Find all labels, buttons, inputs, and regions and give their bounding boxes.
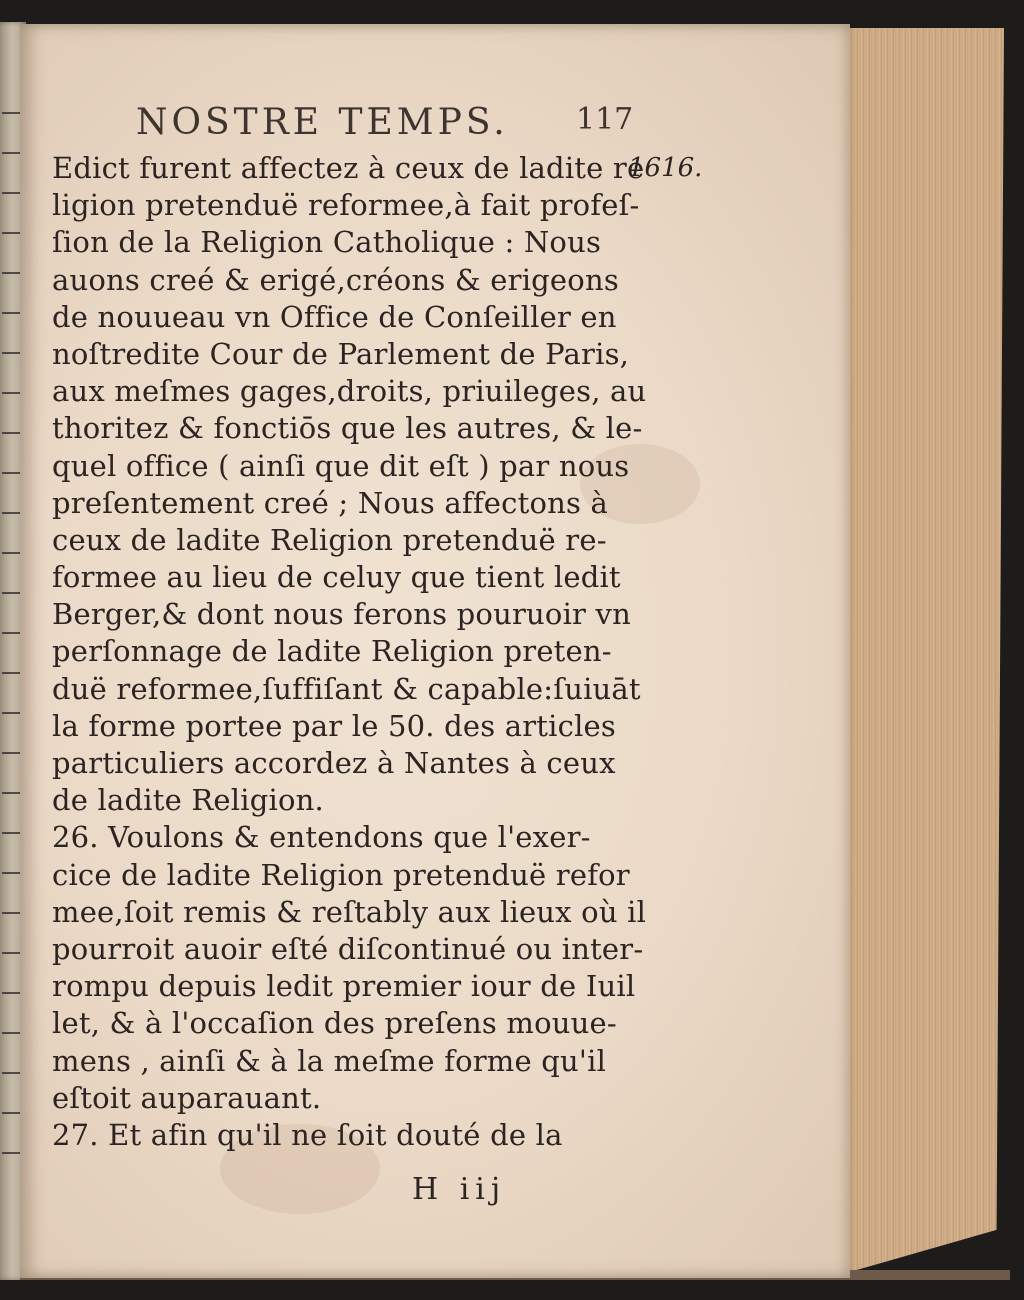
page-number: 117 (576, 102, 634, 137)
text-line: eſtoit auparauant. (52, 1080, 322, 1115)
body-text (52, 150, 652, 1154)
bleed-through-mark (2, 752, 20, 754)
text-line: let, & à l'occaſion des preſens mouue- (52, 1006, 617, 1041)
text-line: ligion pretenduë reformee,à fait profeſ- (52, 188, 640, 223)
bleed-through-mark (2, 1112, 20, 1114)
bleed-through-mark (2, 1152, 20, 1154)
running-head: NOSTRE TEMPS. (136, 102, 509, 143)
bleed-through-mark (2, 512, 20, 514)
text-line: particuliers accordez à Nantes à ceux (52, 746, 616, 780)
bleed-through-mark (2, 432, 20, 434)
bleed-through-mark (2, 272, 20, 274)
text-line: Berger,& dont nous ferons pouruoir vn (52, 597, 631, 632)
bleed-through-mark (2, 352, 20, 354)
text-line: quel office ( ainſi que dit eſt ) par nous (52, 448, 630, 483)
text-line: la forme portee par le 50. des articles (52, 708, 616, 743)
text-line: mee,ſoit remis & reſtably aux lieux où il (52, 894, 647, 929)
bleed-through-mark (2, 832, 20, 834)
text-line: ceux de ladite Religion pretenduë re- (52, 522, 607, 557)
text-line: rompu depuis ledit premier iour de Iuil (52, 969, 636, 1004)
text-line: mens , ainſi & à la meſme forme qu'il (52, 1043, 607, 1078)
text-line: ſion de la Religion Catholique : Nous (52, 225, 602, 260)
bleed-through-mark (2, 632, 20, 634)
text-line: noſtredite Cour de Parlement de Paris, (52, 336, 630, 371)
bleed-through-mark (2, 312, 20, 314)
text-line: formee au lieu de celuy que tient ledit (52, 560, 621, 595)
bleed-through-mark (2, 792, 20, 794)
bleed-through-mark (2, 1072, 20, 1074)
text-line: 26. Voulons & entendons que l'exer- (52, 820, 591, 855)
bleed-through-mark (2, 712, 20, 714)
bleed-through-mark (2, 392, 20, 394)
text-line: preſentement creé ; Nous affectons à (52, 485, 608, 520)
text-line: perſonnage de ladite Religion preten- (52, 634, 612, 669)
bleed-through-mark (2, 872, 20, 874)
bleed-through-mark (2, 472, 20, 474)
bleed-through-mark (2, 952, 20, 954)
bleed-through-mark (2, 552, 20, 554)
text-line: de ladite Religion. (52, 783, 324, 818)
page-header (136, 102, 636, 146)
text-line: 27. Et afin qu'il ne ſoit douté de la (52, 1117, 563, 1152)
bleed-through-mark (2, 152, 20, 154)
text-line: duë reformee,ſuffiſant & capable:ſuiuāt (52, 671, 641, 706)
bleed-through-mark (2, 232, 20, 234)
margin-note-year: 1616. (628, 153, 703, 183)
text-line: aux meſmes gages,droits, priuileges, au (52, 374, 647, 409)
text-line: Edict furent affectez à ceux de ladite re (52, 151, 645, 185)
bleed-through-mark (2, 192, 20, 194)
book-page (20, 24, 850, 1278)
text-line: thoritez & fonctiōs que les autres, & le- (52, 411, 643, 446)
bleed-through-mark (2, 1032, 20, 1034)
text-line: cice de ladite Religion pretenduë refor (52, 857, 630, 892)
bleed-through-mark (2, 112, 20, 114)
bleed-through-mark (2, 912, 20, 914)
bleed-through-mark (2, 592, 20, 594)
bleed-through-mark (2, 672, 20, 674)
bleed-through-mark (2, 992, 20, 994)
text-line: de nouueau vn Office de Conſeiller en (52, 299, 617, 334)
text-line: auons creé & erigé,créons & erigeons (52, 262, 619, 297)
text-line: pourroit auoir eſté diſcontinué ou inter- (52, 931, 644, 966)
signature-mark: H iij (412, 1172, 507, 1207)
